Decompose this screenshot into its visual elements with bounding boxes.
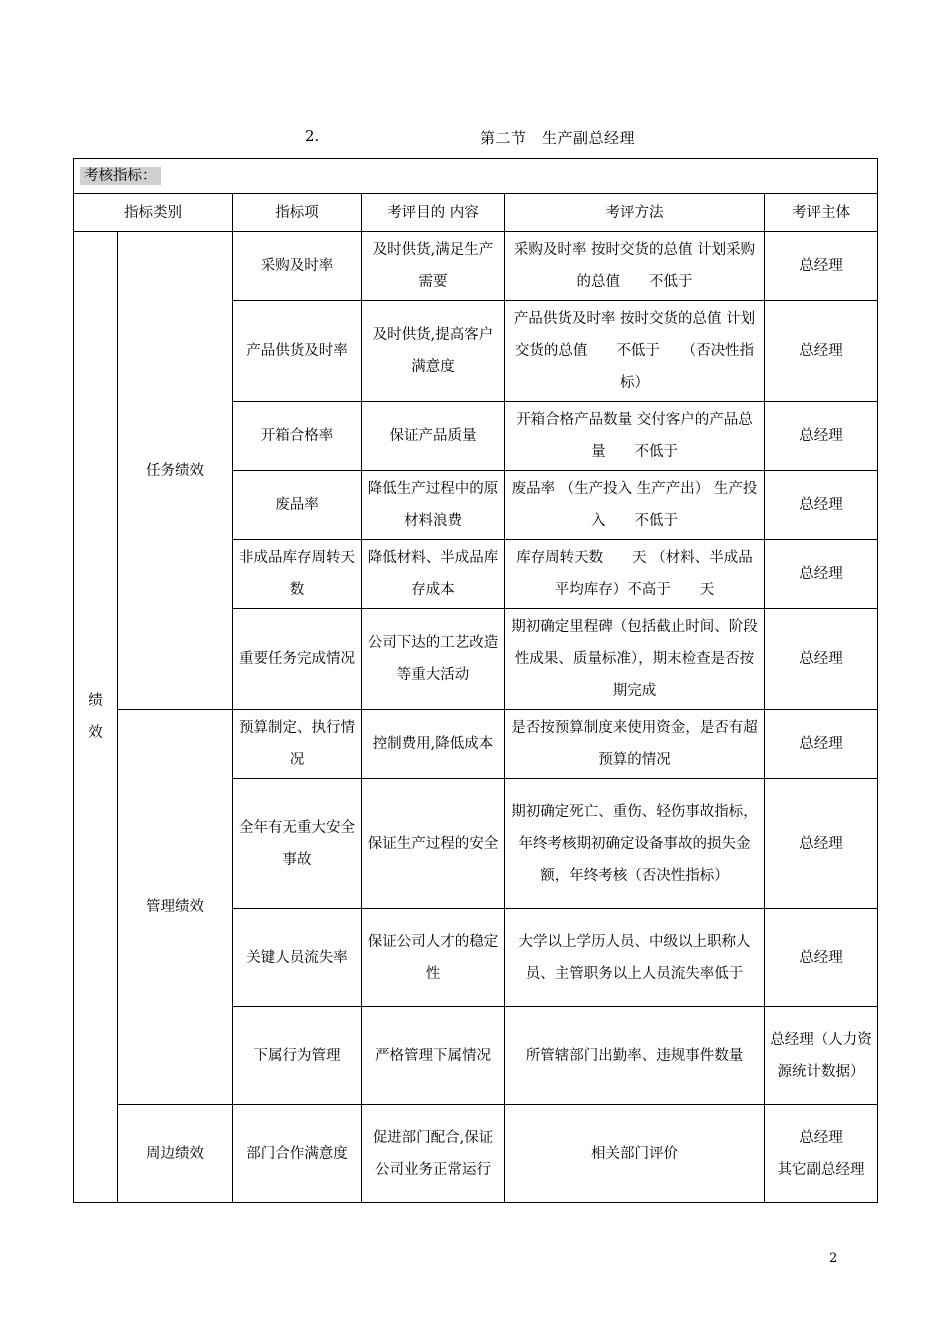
- item-cell: 采购及时率: [233, 232, 362, 301]
- method-cell: 采购及时率 按时交货的总值 计划采购的总值 不低于: [505, 232, 765, 301]
- category-main: 绩 效: [74, 232, 118, 1203]
- subject-cell: 总经理: [765, 779, 878, 909]
- subject-cell: 总经理: [765, 232, 878, 301]
- purpose-cell: 降低材料、半成品库存成本: [362, 540, 505, 609]
- method-cell: 是否按预算制度来使用资金，是否有超预算的情况: [505, 710, 765, 779]
- group-name: 周边绩效: [118, 1105, 233, 1203]
- item-cell: 关键人员流失率: [233, 909, 362, 1007]
- banner-cell: [74, 159, 878, 194]
- subject-cell: 总经理: [765, 710, 878, 779]
- purpose-cell: 严格管理下属情况: [362, 1007, 505, 1105]
- header-item: 指标项: [233, 194, 362, 232]
- banner-row: [74, 159, 878, 194]
- purpose-cell: 及时供货,提高客户满意度: [362, 301, 505, 402]
- subject-cell: 总经理 其它副总经理: [765, 1105, 878, 1203]
- assessment-table: [73, 158, 878, 1203]
- item-cell: 部门合作满意度: [233, 1105, 362, 1203]
- purpose-cell: 促进部门配合,保证公司业务正常运行: [362, 1105, 505, 1203]
- subject-cell: 总经理: [765, 909, 878, 1007]
- header-purpose: 考评目的 内容: [362, 194, 505, 232]
- purpose-cell: 及时供货,满足生产需要: [362, 232, 505, 301]
- method-cell: 大学以上学历人员、中级以上职称人员、主管职务以上人员流失率低于: [505, 909, 765, 1007]
- method-cell: 库存周转天数 天 （材料、半成品 平均库存）不高于 天: [505, 540, 765, 609]
- subject-cell: 总经理: [765, 471, 878, 540]
- group-name: 管理绩效: [118, 710, 233, 1105]
- item-cell: 全年有无重大安全事故: [233, 779, 362, 909]
- subject-cell: 总经理: [765, 540, 878, 609]
- subject-cell: 总经理: [765, 609, 878, 710]
- table-row: [74, 710, 878, 779]
- item-cell: 重要任务完成情况: [233, 609, 362, 710]
- header-method: 考评方法: [505, 194, 765, 232]
- purpose-cell: 降低生产过程中的原材料浪费: [362, 471, 505, 540]
- purpose-cell: 公司下达的工艺改造等重大活动: [362, 609, 505, 710]
- subject-cell: 总经理: [765, 402, 878, 471]
- method-cell: 开箱合格产品数量 交付客户的产品总量 不低于: [505, 402, 765, 471]
- banner-label: 考核指标：: [80, 167, 161, 185]
- item-cell: 开箱合格率: [233, 402, 362, 471]
- method-cell: 废品率 （生产投入 生产产出） 生产投入 不低于: [505, 471, 765, 540]
- method-cell: 产品供货及时率 按时交货的总值 计划交货的总值 不低于 （否决性指标）: [505, 301, 765, 402]
- header-subject: 考评主体: [765, 194, 878, 232]
- purpose-cell: 控制费用,降低成本: [362, 710, 505, 779]
- subject-cell: 总经理（人力资源统计数据）: [765, 1007, 878, 1105]
- item-cell: 下属行为管理: [233, 1007, 362, 1105]
- section-heading: [0, 127, 950, 149]
- item-cell: 预算制定、执行情况: [233, 710, 362, 779]
- header-row: [74, 194, 878, 232]
- item-cell: 废品率: [233, 471, 362, 540]
- page-number: 2: [829, 1251, 838, 1266]
- item-cell: 产品供货及时率: [233, 301, 362, 402]
- group-name: 任务绩效: [118, 232, 233, 710]
- table-row: [74, 232, 878, 301]
- method-cell: 相关部门评价: [505, 1105, 765, 1203]
- subject-cell: 总经理: [765, 301, 878, 402]
- method-cell: 期初确定死亡、重伤、轻伤事故指标，年终考核期初确定设备事故的损失金额，年终考核（否决性指标）: [505, 779, 765, 909]
- purpose-cell: 保证产品质量: [362, 402, 505, 471]
- method-cell: 期初确定里程碑（包括截止时间、阶段性成果、质量标准），期末检查是否按期完成: [505, 609, 765, 710]
- header-category: 指标类别: [74, 194, 233, 232]
- section-title: 第二节 生产副总经理: [480, 129, 636, 147]
- method-cell: 所管辖部门出勤率、违规事件数量: [505, 1007, 765, 1105]
- item-cell: 非成品库存周转天数: [233, 540, 362, 609]
- purpose-cell: 保证公司人才的稳定性: [362, 909, 505, 1007]
- table-row: [74, 1105, 878, 1203]
- section-number: 2.: [305, 127, 320, 145]
- purpose-cell: 保证生产过程的安全: [362, 779, 505, 909]
